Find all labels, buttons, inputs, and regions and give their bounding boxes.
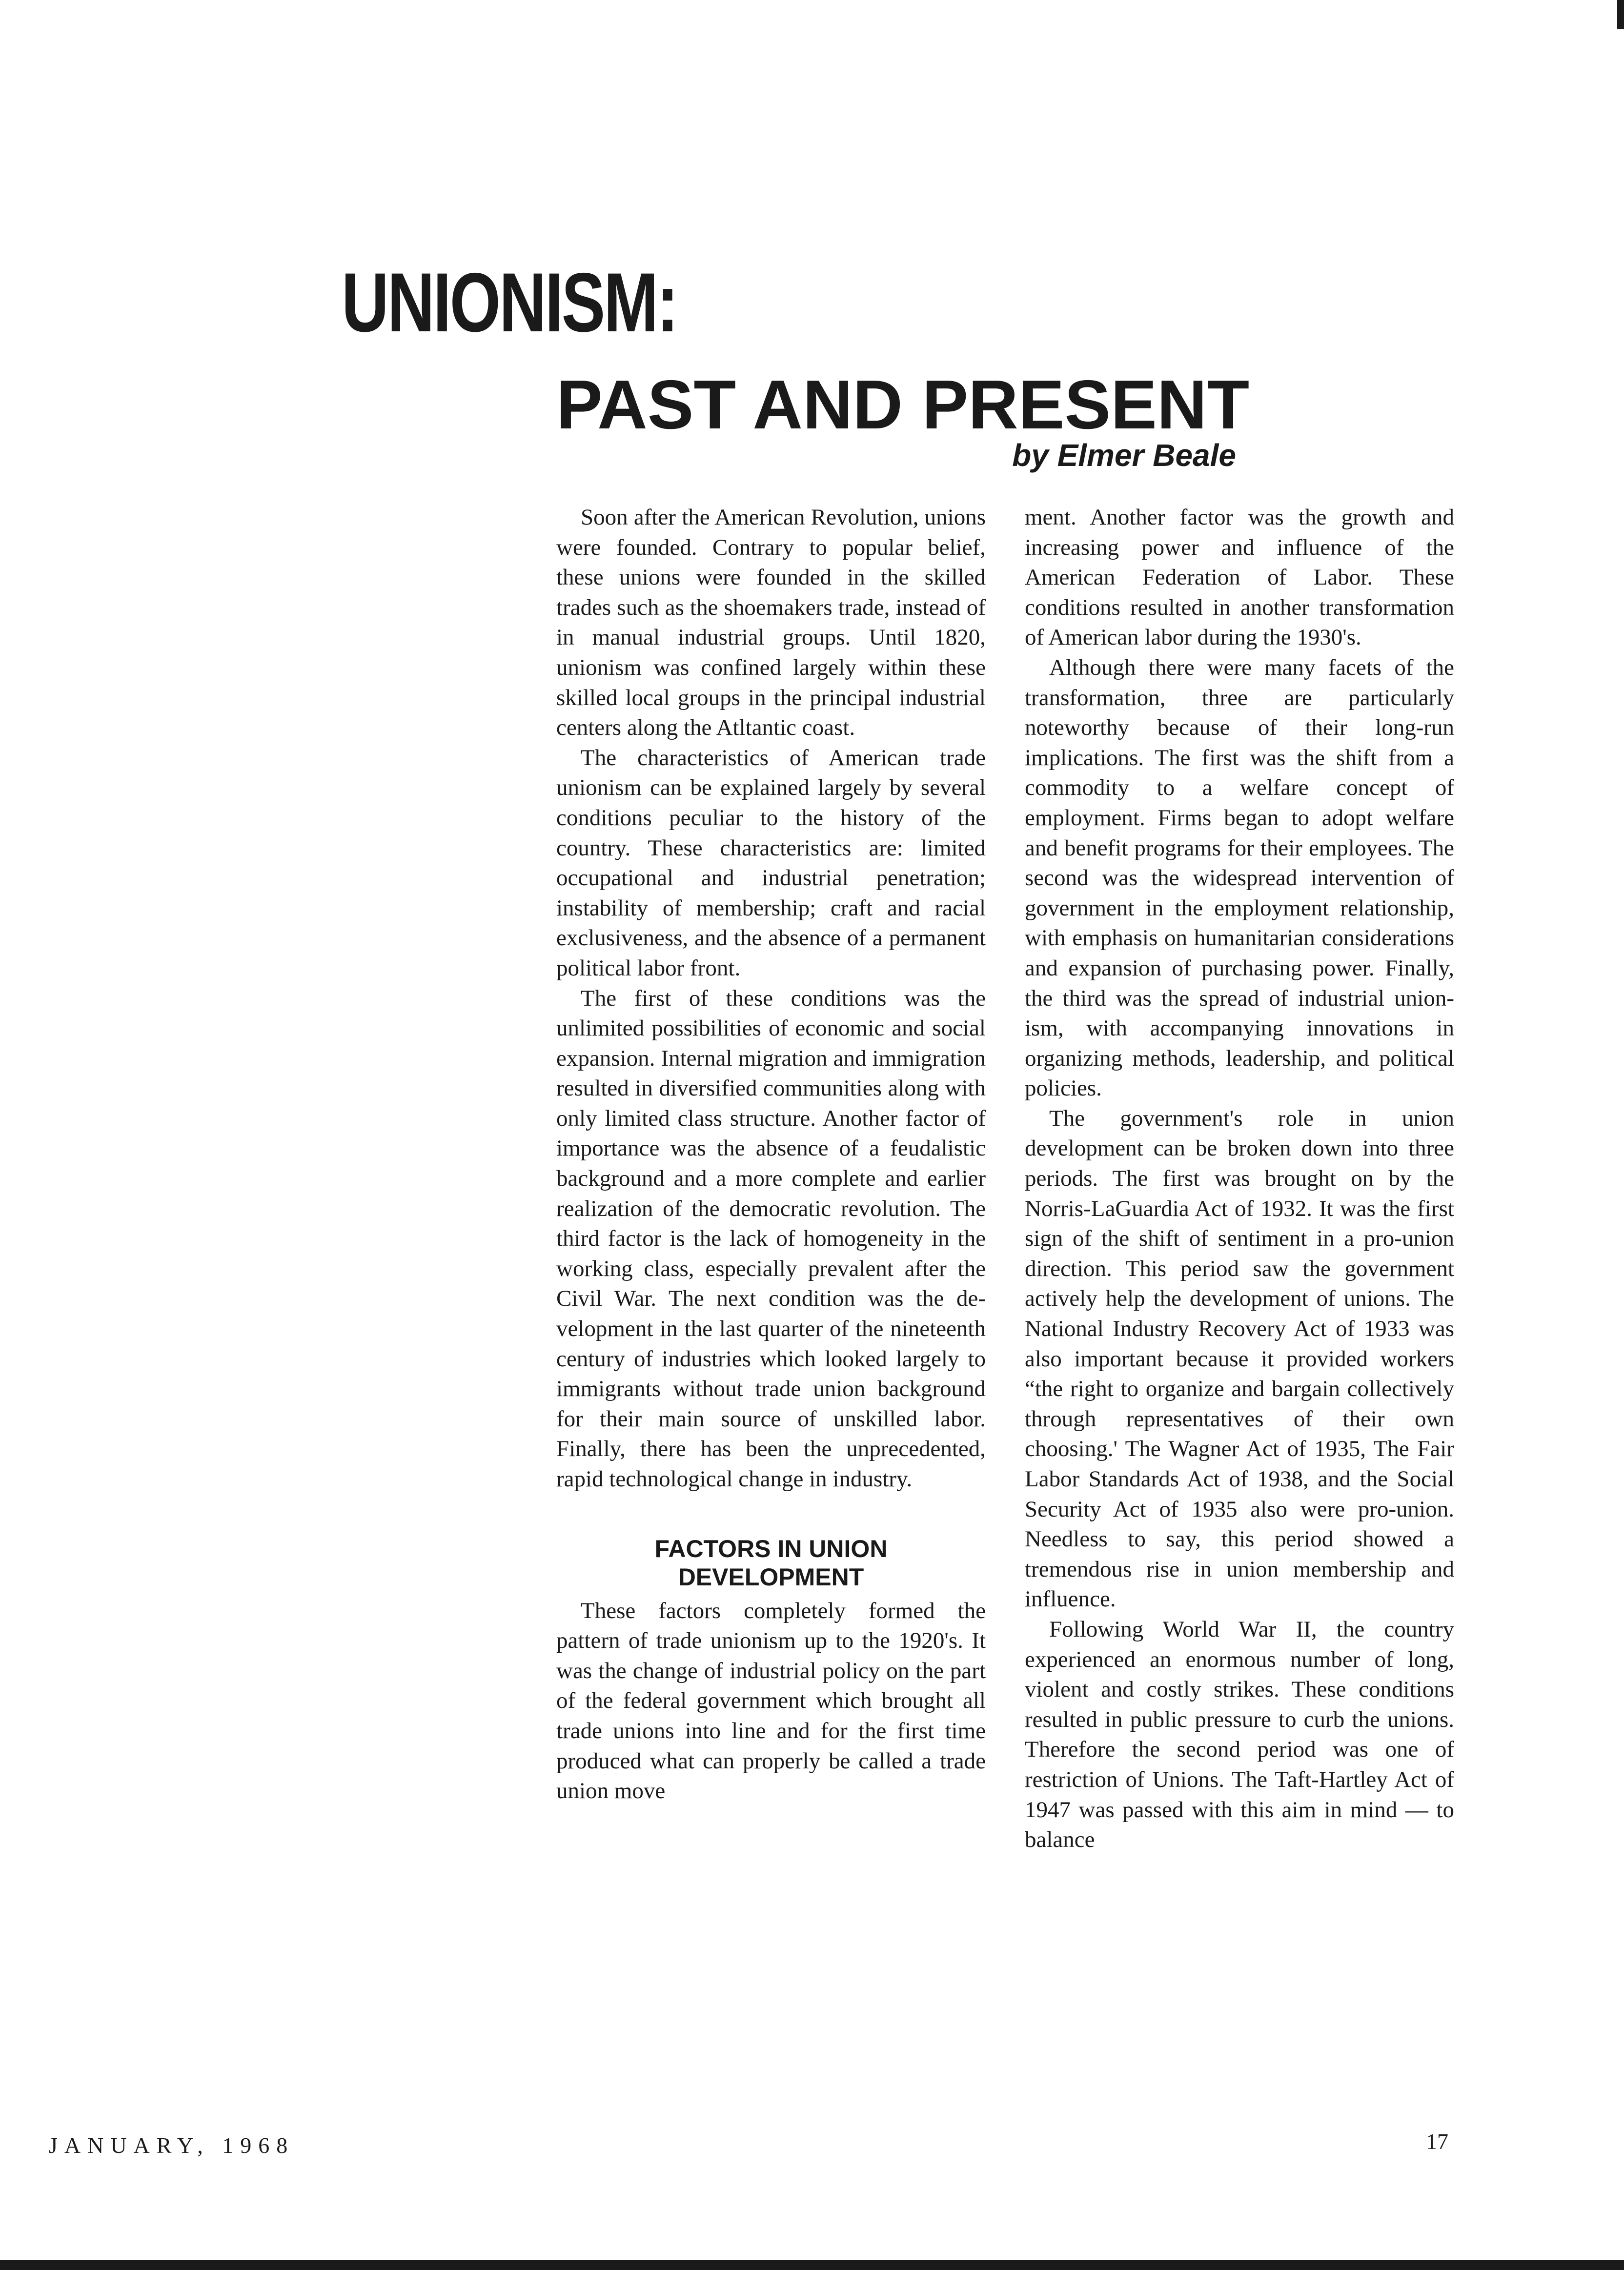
left-paragraph-1: Soon after the American Revolution, unions were founded. Contrary to popular belief, these unions were founded in the skilled trades such as the shoemakers trade, instead of in manual industrial groups. Until 1820, unionism was confined largely within these skilled local groups in the principal industrial centers along the Atltantic coast. bbox=[556, 505, 986, 741]
left-paragraph-4: These factors completely formed the pattern of trade unionism up to the 1920's. It was the change of industrial policy on the part of the federal government which brought all trade unions into line and for the first time produced what can properly be called a trade union move bbox=[556, 1598, 986, 1804]
right-paragraph-2: Although there were many facets of the transformation, three are particularly noteworthy because of their long-run implications. The first was the shift from a commodity to a welfare concept of employment. Firms began to adopt welfare and benefit programs for their employees. The second was the widespread intervention of government in the employment relationship, with emphasis on humanitarian considerations and expansion of purchasing power. Finally, the third was the spread of industrial unionism, with accompanying innovations in organizing methods, leadership, and political policies. bbox=[1025, 654, 1454, 1101]
article-byline: by Elmer Beale bbox=[1012, 438, 1236, 473]
left-paragraph-2: The characteristics of American trade unionism can be explained largely by several conditions peculiar to the history of the country. These characteristics are: limited occupational and industrial penetration; instability of membership; craft and racial exclusiveness, and the absence of a permanent political labor front. bbox=[556, 745, 986, 981]
right-paragraph-1: ment. Another factor was the growth and increasing power and influence of the American Federation of Labor. These conditions resulted in another transformation of American labor during the 1930's. bbox=[1025, 505, 1454, 650]
left-paragraph-3: The first of these conditions was the unlimited possibilities of economic and social expansion. Internal migration and immigration resulted in diversified communities along with only limited class structure. Another factor of importance was the absence of a feudalistic background and a more complete and earlier realization of the democratic revolution. The third factor is the lack of homogeneity in the working class, especially prevalent after the Civil War. The next condition was the development in the last quarter of the nineteenth century of industries which looked largely to immigrants without trade union background for their main source of unskilled labor. Finally, there has been the unprecedented, rapid technological change in industry. bbox=[556, 985, 986, 1492]
scan-corner-mark bbox=[1617, 0, 1624, 29]
footer-date: JANUARY, 1968 bbox=[49, 2133, 295, 2158]
left-text-column bbox=[556, 503, 986, 1806]
article-title-line2: PAST AND PRESENT bbox=[556, 366, 1250, 444]
right-paragraph-3: The government's role in union development can be broken down into three periods. The first was brought on by the Norris-LaGuardia Act of 1932. It was the first sign of the shift of sentiment in a pro-union direction. This period saw the government actively help the development of unions. The National Industry Recovery Act of 1933 was also important because it provided workers “the right to organize and bargain collectively through representatives of their own choosing.' The Wagner Act of 1935, The Fair Labor Standards Act of 1938, and the Social Security Act of 1935 also were pro-union. Needless to say, this period showed a tremendous rise in union membership and influence. bbox=[1025, 1105, 1454, 1612]
subhead-line2: DEVELOPMENT bbox=[678, 1563, 864, 1591]
right-paragraph-4: Following World War II, the country experienced an enormous number of long, violent and costly strikes. These conditions resulted in public pressure to curb the unions. Therefore the second period was one of restriction of Unions. The Taft-Hartley Act of 1947 was passed with this aim in mind — to balance bbox=[1025, 1616, 1454, 1853]
footer-page-number: 17 bbox=[1426, 2129, 1448, 2154]
subhead-line1: FACTORS IN UNION bbox=[654, 1535, 888, 1562]
section-subhead bbox=[556, 1535, 986, 1591]
scan-bottom-bar bbox=[0, 2260, 1624, 2270]
right-text-column bbox=[1025, 503, 1454, 1855]
article-title-line1: UNIONISM: bbox=[342, 256, 677, 349]
